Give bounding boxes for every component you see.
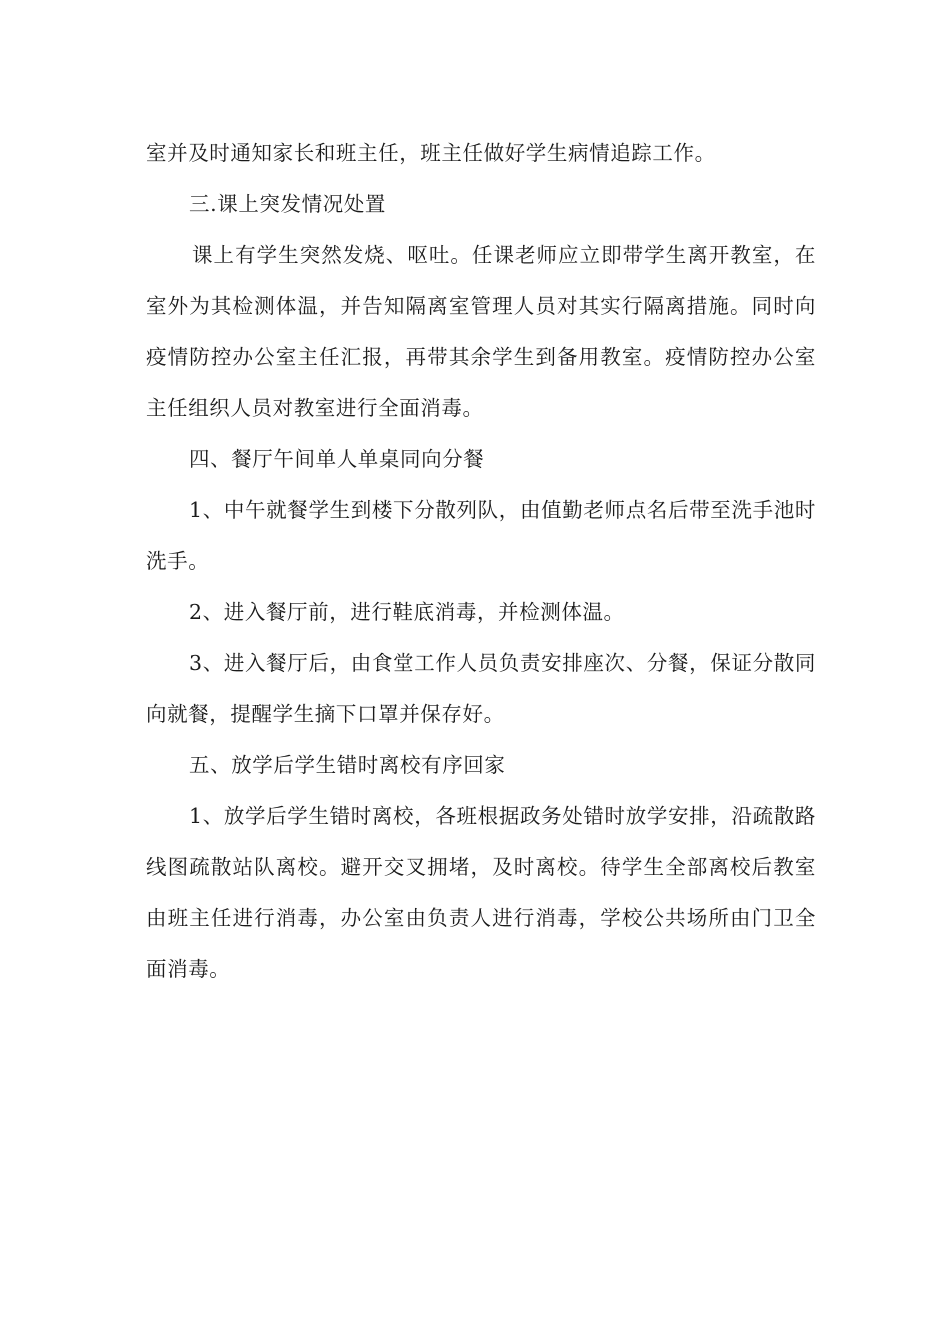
section-heading-3: 三.课上突发情况处置	[189, 192, 387, 216]
paragraph-lunch-item-2: 2、进入餐厅前，进行鞋底消毒，并检测体温。	[189, 600, 625, 624]
document-body	[146, 128, 816, 995]
section-heading-4: 四、餐厅午间单人单桌同向分餐	[189, 447, 485, 471]
paragraph-dismissal-item-1: 1、放学后学生错时离校，各班根据政务处错时放学安排，沿疏散路线图疏散站队离校。避开交叉拥堵，及时离校。待学生全部离校后教室由班主任进行消毒，办公室由负责人进行消毒，学校公共场所由门卫全面消毒。	[146, 804, 816, 981]
paragraph-lunch-item-1: 1、中午就餐学生到楼下分散列队，由值勤老师点名后带至洗手池时洗手。	[146, 498, 816, 573]
paragraph-continuation: 室并及时通知家长和班主任，班主任做好学生病情追踪工作。	[146, 141, 716, 165]
paragraph-lunch-item-3: 3、进入餐厅后，由食堂工作人员负责安排座次、分餐，保证分散同向就餐，提醒学生摘下口罩并保存好。	[146, 651, 816, 726]
section-heading-5: 五、放学后学生错时离校有序回家	[189, 753, 506, 777]
paragraph-class-emergency: 课上有学生突然发烧、呕吐。任课老师应立即带学生离开教室，在室外为其检测体温，并告知隔离室管理人员对其实行隔离措施。同时向疫情防控办公室主任汇报，再带其余学生到备用教室。疫情防控办公室主任组织人员对教室进行全面消毒。	[146, 243, 816, 420]
